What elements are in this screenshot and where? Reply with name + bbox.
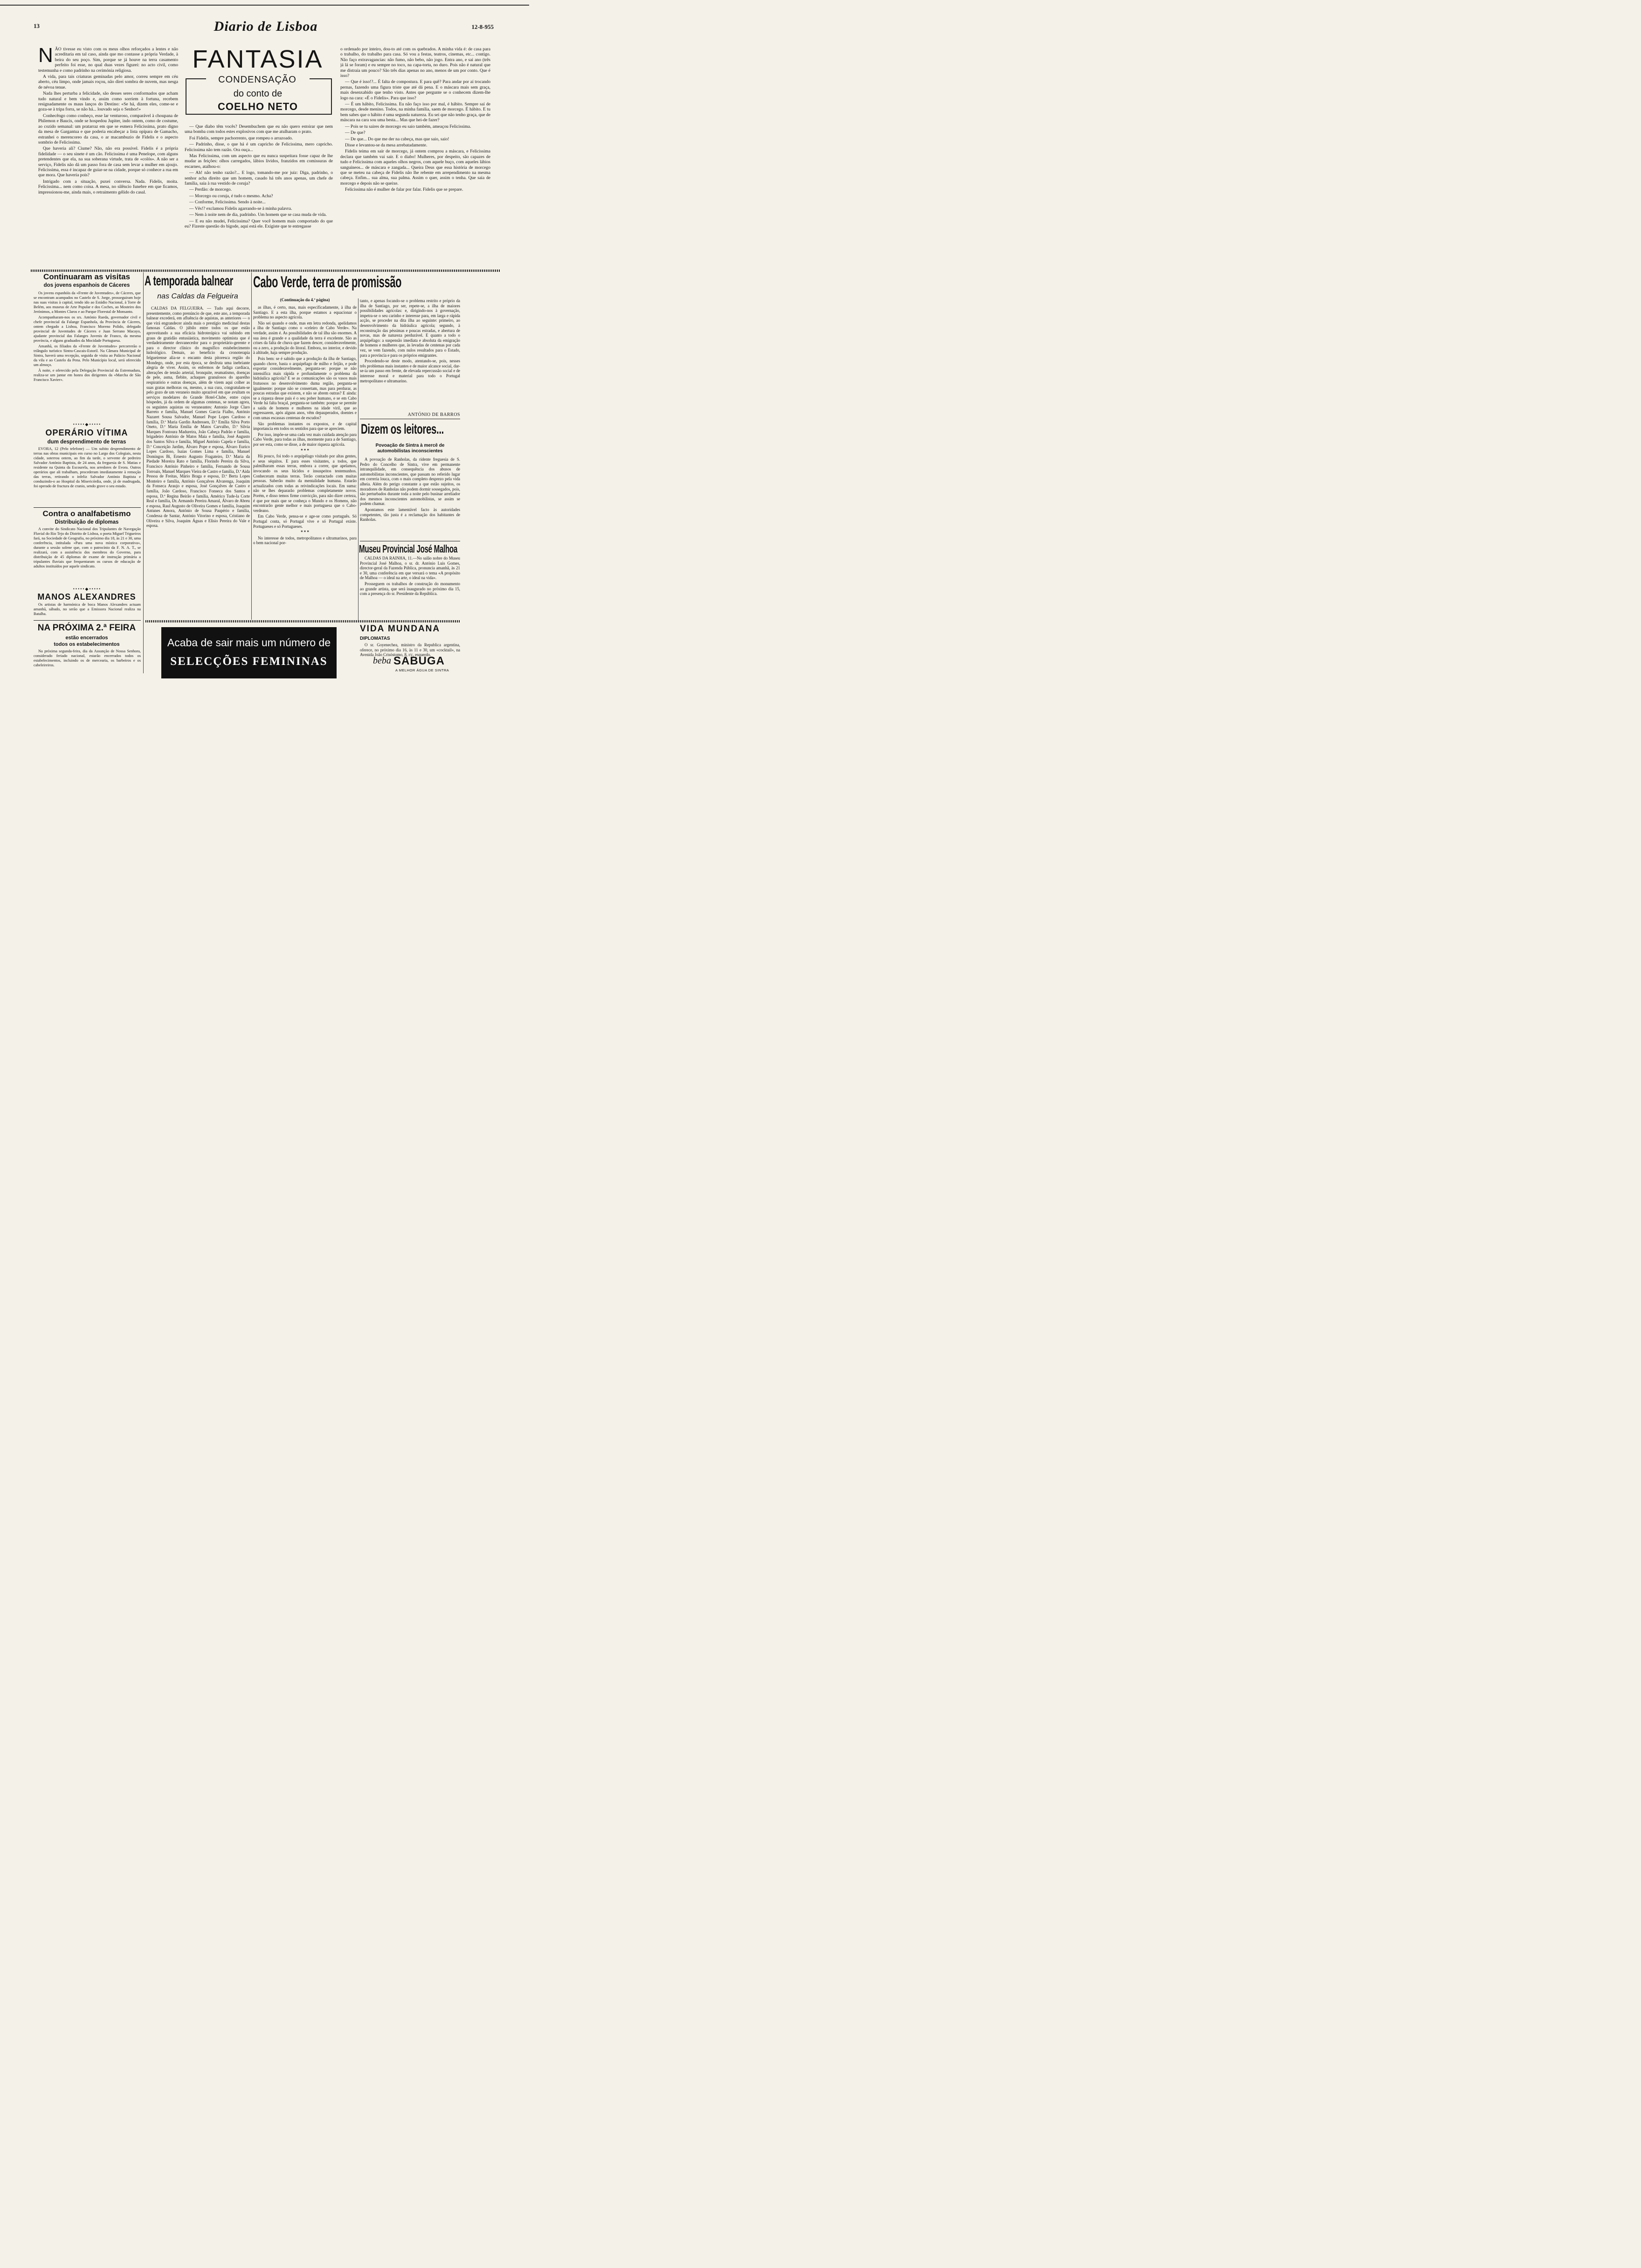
paragraph: — Nem à noite nem de dia, padrinho. Um homem que se casa muda de vida.	[189, 212, 327, 218]
paragraph: — E eu não mudei, Felicissima? Quer você homem mais comportado do que eu? Fizeste questão do bigode, aqui está ele. Exigiste que te entregasse	[185, 218, 333, 229]
manos-headline: MANOS ALEXANDRES	[37, 592, 136, 602]
paragraph: — Pois se tu saires de morcego eu saio também, ameaçou Felicissima.	[345, 124, 471, 129]
paragraph: A povoação de Ranholas, da ridente freguesia de S. Pedro do Concelho de Sintra, vive em permanente intranquilidade, em consequência dos abusos de automobilistas inconscientes, que passam no referido lugar em correria louca, com o mais completo desprezo pela vida alheia. Além do perigo constante a que estão sujeitos, os moradores de Ranholas não podem dormir sossegados, pois, são perturbados durante toda a noite pelo businar arreliador dos mesmos inconscientes automobilistas, se assim se podem chamar.	[360, 457, 460, 506]
paragraph: Foi Fidelis, sempre pachorrento, que rompeu o arrazoado.	[189, 135, 293, 141]
article-signature: ANTÓNIO DE BARROS	[407, 412, 460, 417]
paragraph: Procedendo-se deste modo, atentando-se, pois, nesses três problemas mais instantes e de maior alcance social, dar-se-ia um passo em frente, de elevada repercussão social e de interesse moral e material para todo o Portugal metropolitano e ultramarino.	[360, 359, 460, 383]
section-divider	[31, 270, 500, 272]
paragraph: Fidelis teima em sair de morcego, já ontem comprou a máscara, e Felicissima declara que também vai sair. E o diabo! Mulheres, por despeito, são capazes de tudo e Felicissima com aqueles olhos negros, com aquele buço, com aqueles lábios sanguíneos... de máscara e zangada... Queira Deus que essa história de morcego que se meteu na cabeça de Fidelis não lhe rebente em arrependimento na mesma cabeça. Enfim... sua alma, sua palma. Assim o quer, assim o tenha. Que saia de morcego e depois não se queixe.	[340, 149, 490, 186]
paragraph: A vida, para tais criaturas geminadas pelo amor, correu sempre em céu aberto, céu limpo, onde jamais roçou, não direi sombra de nuvem, mas nesga de névoa tenue.	[38, 74, 178, 90]
temporada-body	[146, 306, 250, 617]
analfabetismo-body	[34, 527, 141, 587]
newspaper-title: Diario de Lisboa	[214, 19, 318, 34]
vida-subheadline: DIPLOMATAS	[360, 636, 390, 641]
issue-date: 12-8-955	[471, 23, 494, 30]
paragraph: Há pouco, foi todo o arquipélago visitado por altas gentes, e seus séquitos. E para esses visitantes, a todos, que palmilharam essas terras, embora a correr, que apelamos, invocando os seus lúcidos e insuspeitos testemunhos. Conheceram muitas terras. Terão contactado com muitas pessoas. Saberão muito da mentalidade humana. Estarão actualizados com todas as reivindicações locais. Em suma: não se lhes depararão problemas completamente novos. Porém, e disso temos firme convicção, para não dizer certeza, é que por mais que se conheça o Mundo e os Homens, não encontrarão gente melhor e mais portuguesa que o Cabo-verdeano.	[253, 454, 357, 513]
paragraph: — Padrinho, disse, o que há é um capricho de Felicissima, mero capricho. Felicissima não tem razão. Ora ouça...	[185, 142, 333, 152]
continuation-note: (Continuação da 4.ª página)	[280, 297, 330, 302]
paragraph: Por isso, impõe-se uma cada vez mais cuidada atenção para Cabo Verde, para todas as ilhas, mormente para a de Santiago, por ser esta, como se disse, a de maior riqueza agrícola.	[253, 432, 357, 447]
temporada-headline: A temporada balnear	[145, 273, 233, 289]
page-number: 13	[34, 22, 40, 29]
paragraph: A convite do Sindicato Nacional dos Tripulantes de Navegação Fluvial do Rio Tejo do Distrito de Lisboa, o poeta Miguel Trigueiros fará, na Sociedade de Geografia, no próximo dia 18, às 21 e 30, uma conferência, intitulada «Para uma nova mística corporativa», durante a sessão solene que, com o patrocínio da F. N. A. T., se realizará, com a assistência dos membros do Governo, para distribuição de 45 diplomas de exame de instrução primária a tripulantes fluviais que frequentaram os cursos de educação de adultos instituídos por aquele sindicato.	[34, 527, 141, 568]
paragraph: — Conforme, Felicissima. Sendo à noite...	[189, 200, 266, 205]
paragraph: Mas Felicissima, com um aspecto que eu nunca suspeitara fosse capaz de lhe mudar as feições: olhos carregados, lábios lívidos, franzidos em comissuras de escarneo, atalhou-o:	[185, 153, 333, 169]
box-top-rule-left	[186, 78, 206, 79]
column-rule	[251, 272, 252, 620]
paragraph: CALDAS DA RAINHA, 11.—No salão nobre do Museu Provincial José Malhoa, o sr. dr. António Luis Gomes, director-geral da Fazenda Pública, pronuncia amanhã, às 21 e 30, uma conferência em que versará o tema «A propósito de Malhoa — o ideal na arte, o ideal na vida».	[360, 556, 460, 581]
paragraph: — É um hábito, Felicissima. Eu não faço isso por mal, é hábito. Sempre saí de morcego, desde menino. Todos, na minha família, saem de morcego. É hábito. E tu bem sabes que o hábito é uma segunda natureza. Eu sei que não tenho graça, que de máscara na cara sou uma besta... Mas que hei-de fazer?	[340, 102, 490, 123]
column-rule	[143, 272, 144, 673]
box-top-rule-right	[310, 78, 331, 79]
leitores-headline: Dizem os leitores...	[361, 422, 444, 437]
separator-ornament: •••••◆•••••	[73, 422, 102, 427]
analfabetismo-headline: Contra o analfabetismo	[42, 509, 131, 518]
operario-subheadline: dum desprendimento de terras	[47, 439, 126, 445]
divider	[34, 507, 141, 508]
paragraph: CALDAS DA FELGUEIRA. — Tudo aqui decorre, presentemente, como prenúncio de que, este ano, a temporada balnear excederá, em afluência de aquistas, as anteriores — o que virá engrandecer ainda mais o prestígio medicinal destas famosas Caldas. O júbilo entre todos os que estão aproveitando a sua eficácia hidroterápica vai subindo em graus de gratidão entusiástica, movimento optimista que é verdadeiramente desvanecedor para o proprietário-gerente e para o director clínico do magnífico estabelecimento hidrológico. Demais, ao benefício da cronoterapia felgueirense alia-se o encanto desta pitoresca região do Mondego, onde, por esta época, se desfruta uma inebriante alegria de viver. Assim, os enfermos de fadiga cardíaca, alterações de tensão arterial, bronquite, reumatismo, doenças de pele, asma, flebite, achaques granulosos do aparelho respiratório e outras doenças, além de virem aqui colher as suas gratas melhoras ou, mesmo, a sua cura, congratulam-se pelo gozo de um veraneio muito aprazível em que avultam os serviços modelares do Grande Hotel-Clube, entre cujos hóspedes, já da ordem de algumas centenas, se notam agora, os seguintes aquistas ou veraneantes: Antonio Jorge Claro Barreto e família, Manuel Gomes Garcia Fialho, António Nazaret Sousa Salvador, Manuel Pope Lopes Cardoso e família, D.ª Maria Gardin Andressen, D.ª Emília Silva Porto Oneto, D.ª Maria Emília de Matos Carvalho, D.ª Silvia Marques Fontoura Madureira, João Cabeça Padrão e família, brigadeiro António de Matos Maia e família, José Augusto dos Santos Silva e família, Miguel António Capela e família, D.ª Conceição Jardim, Álvaro Pope e esposa, Álvaro Eurico Lopes Cardoso, Isaías Gomes Lima e família, Manuel Domingos Bi, Ernesto Augusto Fragateiro, D.ª Maria da Piedade Moreira Rato e família, Florindo Pereira da Silva, Francisco António Pinheiro e família, Fernando de Sousa Torroais, Manuel Marques Vieira de Castro e família, D.ª Aida Pessoa de Freitas, Mário Braga e esposa, D.ª Berta Lopes Monteiro e família, António Gonçalves Alvarenga, Joaquim da Fonseca Araujo e esposa, José Gonçalves de Castro e família, João Cardoso, Francisco Fonseca dos Santos e esposa, D.ª Regina Beirão e família, Américo Tude-la Corte Real e família, Dr. Armando Pereira Amaral, Álvaro de Abreu e esposa, Raul Augusto de Oliveira Gomes e família, Joaquim Antunes Amora, António de Sousa Paupério e família, Condessa de Santar, António Vitorino e esposa, Cristiano de Oliveira e Silva, Joaquim Águas e Elísio Pereira do Vale e esposa.	[146, 306, 250, 528]
temporada-subheadline: nas Caldas da Felgueira	[157, 292, 238, 300]
ad-line-1: Acaba de sair mais um número de	[167, 636, 331, 649]
paragraph: Os jovens espanhóis da «Frente de Juventudes», de Cáceres, que se encontram acampados no Castelo de S. Jorge, prosseguiram hoje nas suas visitas à capital, tendo ido ao Estádio Nacional, à Torre de Belém, aos museus de Arte Popular e dos Coches, ao Mosteiro dos Jerónimos, a Montes Claros e ao Parque Florestal de Monsanto.	[34, 291, 141, 314]
proxima-sub1: estão encerrados	[65, 635, 108, 641]
paragraph: EVORA, 12 (Pelo telefone) — Um subito desprendimento de terras nas obras municipais em curso no Largo dos Colegiais, nesta cidade, soterrou ontem, ao fim da tarde, o servente de pedreiro Salvador António Baptista, de 24 anos, da freguesia de S. Matias e residente na Quinta da Escourela, nos arredores de Evora. Outros operários que ali trabalham, procederam imediatamente à remoção das terras, retirando o infeliz Salvador António Baptista e conduzindo-o ao Hospital da Misericórdia, onde, já de madrugada, foi operado de fractura de cranio, sendo grave o seu estado.	[34, 447, 141, 488]
caboverde-column-2	[360, 298, 460, 410]
caboverde-column-1	[253, 305, 357, 618]
top-rule	[0, 5, 529, 6]
leitores-body	[360, 457, 460, 540]
vida-headline: VIDA MUNDANA	[360, 624, 441, 634]
proxima-body	[34, 649, 141, 672]
fantasia-column-3	[340, 47, 490, 268]
paragraph: as ilhas, é certo, mas, mais especificadamente, à ilha de Santiago. E a esta ilha, porque estamos a equacionar o problema no aspecto agrícola.	[253, 305, 357, 320]
paragraph: No interesse de todos, metropolitanos e ultramarinos, para o bem nacional por-	[253, 535, 357, 546]
analfabetismo-subheadline: Distribuição de diplomas	[55, 519, 119, 525]
manos-body	[34, 602, 141, 619]
divider	[34, 620, 141, 621]
paragraph: Nada lhes perturba a felicidade, são desses seres conformados que acham tudo natural e bem vindo e, assim como sorriem à fortuna, recebem resignadamente os maus lanços do Destino: «Se há, dizem eles, come-se e goza-se à tripa forra, se não há... louvado seja o Senhor!»	[38, 91, 178, 112]
paragraph: o ordenado por inteiro, dou-to até com os quebrados. A minha vida é: de casa para o trabalho, do trabalho para casa. Só vou a festas, teatros, cinemas, etc... contigo. Não faço extravagancias: não fumo, não bebo, não jogo. Entra ano, e sai ano (três já lá se foram) e eu sempre no toco, na capa-torta, no duro. Pois não é natural que me distraia um pouco? São três dias apenas no ano, menos de um por conto. Que é isso?	[340, 47, 490, 79]
paragraph: Intrigado com a situação, puxei conversa. Nada. Fidelis, moita. Felicissima... nem como coisa. A mesa, no silêncio funebre em que ficamos, impressionou-me, ainda mais, o retraimento gélido do casal.	[38, 179, 178, 195]
paragraph: Acompanharam-nos os srs. António Rueda, governador civil e chefe provincial da Falange Espanhola, da Província de Cáceres, ontem chegado a Lisboa, Francisco Moreno Polido, delegado provincial de Juventudes de Cáceres e Juan Serrano Macayo, ajudante provincial das Falanges Juvenis de Franco, da mesma província, e alguns graduados da Mocidade Portuguesa.	[34, 315, 141, 343]
section-stars: * * *	[301, 530, 309, 535]
paragraph: Pois bem: se é sabido que a produção da ilha de Santiago, quando chove, basta o arquipélago de milho e feijão, e pode exportar consideravelmente, pergunta-se: porque se não intensifica mais rápida e profundamente o problema da hidráulica agrícola? E se as comunicações são os vasos mais frutuosos no desenvolvimento duma região, pergunta-se igualmente: porque não se consertam, mas para perdurar, as poucas estradas que existem, e não se abrem outras? E ainda: se a riqueza desse país é o seu pober humano, e se em Cabo Verde há falta braçal, pergunta-se também: porque se permite a saída de homens e mulheres na idade viril, que ao regressarem, após alguns anos, vêm depauperados, doentes e com umas escassas centenas de escudos?	[253, 356, 357, 421]
visitas-headline: Continuaram as visitas	[43, 272, 131, 281]
ad-line-2: SELECÇÕES FEMININAS	[170, 655, 328, 668]
paragraph: — Que é isso!?... É falta de compostura. E para quê? Para andar por aí trocando pernas, fazendo uma figura triste que até dá pena. E o máscara mais sem graça, mais desenxabido que tenho visto. Antes que pergunte se o conhecem dizem-lhe logo na cara: «É o Fidelis». Para que isso?	[340, 79, 490, 101]
sabuga-tagline: A MELHOR ÁGUA DE SINTRA	[395, 668, 449, 672]
paragraph: À noite, e oferecido pela Delegação Provincial da Estremadura, realiza-se um jantar em honra dos dirigentes da «Marcha de São Francisco Xavier».	[34, 368, 141, 382]
paragraph: — De que?	[345, 130, 365, 136]
paragraph: Conhecêngo como conheço, esse lar venturoso, comparável à choupana de Philemon e Baucis, onde se hospedou Jupiter, indo ontem, como de costume, ao cozido semanal: um pratarraz em que se esmera Felicissima, prato digno da mesa de Gargantua e que poderia encabeçar a lista opípara de Gamacho, estranhei o merencoreo da casa, o ar macambuzio de Fidelis e o aspecto sombrio de Felicissima.	[38, 113, 178, 145]
paragraph: — Ah! não tenho razão?... E logo, tomando-me por juiz: Diga, padrinho, o senhor acha direito que um homem, casado há três anos apenas, um chefe de família, saia à rua vestido de coruja?	[185, 170, 333, 187]
column-rule	[358, 298, 359, 620]
sabuga-advertisement	[373, 653, 457, 676]
paragraph: Que haveria ali? Ciume? Não, não era possível. Fidelis é a própria fidelidade — o seu sinete é um cão. Felicissima é uma Penelope, com alguns pretendentes que ela, na sua soberana virtude, trata de «colós». A não ser a serviço, Fidelis não dá um passo fora de casa sem levar a mulher em ajoujo. Felicissima, essa é incapaz de guiar-se na cidade, porque só conhece a rua em que mora. Que haveria pois?	[38, 146, 178, 178]
paragraph: Os artistas de harmónica de boca Manos Alexandres actuam amanhã, sábado, no serão que a Emissora Nacional realiza na Batalha.	[34, 602, 141, 616]
visitas-body	[34, 291, 141, 422]
paragraph: Apontamos este lamentável facto às autoridades competentes, tão justa é a reclamação dos habitantes de Ranholas.	[360, 507, 460, 522]
paragraph: Não sei quando e onde, mas em letra redonda, apelidamos a ilha de Santiago como o «celeiro de Cabo Verde». Na verdade, assim é. As possibilidades de tal ilha são enormes. A sua área é grande e a qualidade da terra é excelente. São as crises da falta de chuva que fazem descer, consideravelmente, ou a zero, a produção do litoral. Embora, no interior, e devido à altitude, haja sempre produção.	[253, 320, 357, 355]
bottom-divider	[145, 620, 460, 622]
paragraph: ÃO tivesse eu visto com os meus olhos reforçados a lentes e não acreditaria em tal caso, ainda que mo contasse a própria Verdade, à beira do seu poço. Sim, porque se já houve na terra casamento perfeito foi esse, no qual duas vezes figurei: no acto civil, como testemunha e como padrinho na cerimónia religiosa.	[38, 47, 178, 73]
conto-label: do conto de	[233, 89, 283, 99]
paragraph: O sr. Goyenechea, ministro da Republica argentina, oferece, no próximo dia 16, às 11 e 30, um «cocktail», na Avenida João Crisóstomo, 8, r/c, esquerdo.	[360, 643, 460, 657]
paragraph: Felicissima não é mulher de falar por falar. Fidelis que se prepare.	[345, 187, 463, 193]
paragraph: Prosseguem os trabalhos de construção do monumento ao grande artista, que será inaugurado no próximo dia 15, com a presença do sr. Presidente da República.	[360, 581, 460, 596]
sabuga-beba: beba	[373, 656, 391, 666]
paragraph: Em Cabo Verde, pensa-se e age-se como português. Só Portugal conta, só Portugal vive e só Portugal existe. Portugueses e só Portugueses.	[253, 514, 357, 529]
drop-cap: N	[38, 47, 53, 67]
paragraph: Na próxima segunda-feira, dia da Assunção de Nossa Senhora, considerado feriado nacional, estarão encerrados todos os estabelecimentos, incluindo os de mercearia, os barbeiros e os cabeleireiros.	[34, 649, 141, 667]
paragraph: São problemas instantes os expostos, e de capital importancia em todos os sentidos para que se apreciem.	[253, 421, 357, 431]
paragraph: — Que diabo têm vocês? Desembuchem que eu não quero estoirar que nem uma bomba com todos estes explosivos com que me atulharam o prato.	[185, 124, 333, 135]
operario-body	[34, 447, 141, 503]
fantasia-column-2	[185, 124, 333, 269]
visitas-subheadline: dos jovens espanhois de Cáceres	[43, 283, 130, 288]
separator-ornament: •••••◆•••••	[73, 587, 102, 591]
fantasia-column-1	[38, 47, 178, 268]
proxima-sub2: todos os estabelecimentos	[54, 642, 120, 647]
paragraph: — Vês!? exclamou Fidelis agarrando-se à minha palavra.	[189, 206, 292, 211]
proxima-headline: NA PRÓXIMA 2.ª FEIRA	[37, 623, 136, 633]
paragraph: — De que... Do que me der na cabeça, mas que saio, saio!	[345, 136, 449, 142]
paragraph: — Perdão: de morcego.	[189, 187, 232, 193]
fantasia-title: FANTASIA	[192, 45, 324, 73]
section-stars: * * *	[301, 448, 309, 453]
seleccoes-advertisement	[161, 627, 337, 678]
condensacao-label: CONDENSAÇÃO	[218, 75, 296, 85]
paragraph: Disse e levantou-se da mesa arrebatadamente.	[345, 142, 427, 148]
malhoa-body	[360, 556, 460, 617]
author-name: COELHO NETO	[218, 101, 298, 112]
malhoa-headline: Museu Provincial José Malhoa	[359, 543, 457, 555]
operario-headline: OPERÁRIO VÍTIMA	[45, 428, 128, 437]
paragraph: Amanhã, os filiados da «Frente de Juventudes» percorrerão o triângulo turístico Sintra-Cascais-Estoril. Na Câmara Municipal de Sintra, haverá uma recepção, seguida de visita ao Palácio Nacional da vila e ao Castelo da Pena. Pelo Município local, será oferecido um almoço.	[34, 344, 141, 367]
leitores-subheadline: Povoação de Sintra à mercê de automobilistas inconscientes	[375, 443, 445, 454]
caboverde-headline: Cabo Verde, terra de promissão	[253, 273, 402, 291]
paragraph: tanto, e apenas focando-se o problema restrito e próprio da ilha de Santiago, por ser, repete-se, a ilha de maiores possibilidades agrícolas: e, dirigindo-nos à governação, impetra-se o seu carinho e interesse para, em larga e rápida acção, se proceder na dita ilha ao seguinte: primeiro, ao desenvolvimento da hidráulica agrícola; segundo, à reconstrução das péssimas e poucas estradas, e abertura de novas, mas de natureza perdurável. E quanto a todo o arquipélago: a suspensão imediata e absoluta da emigração de homens e mulheres que, às levadas de centenas por cada vez, se vem fazendo, com nulos resultados para o Estado, para a província e para os próprios emigrantes.	[360, 298, 460, 358]
sabuga-brand: SABUGA	[393, 655, 445, 667]
paragraph: — Morcego ou coruja, é tudo o mesmo. Acha?	[189, 193, 273, 199]
